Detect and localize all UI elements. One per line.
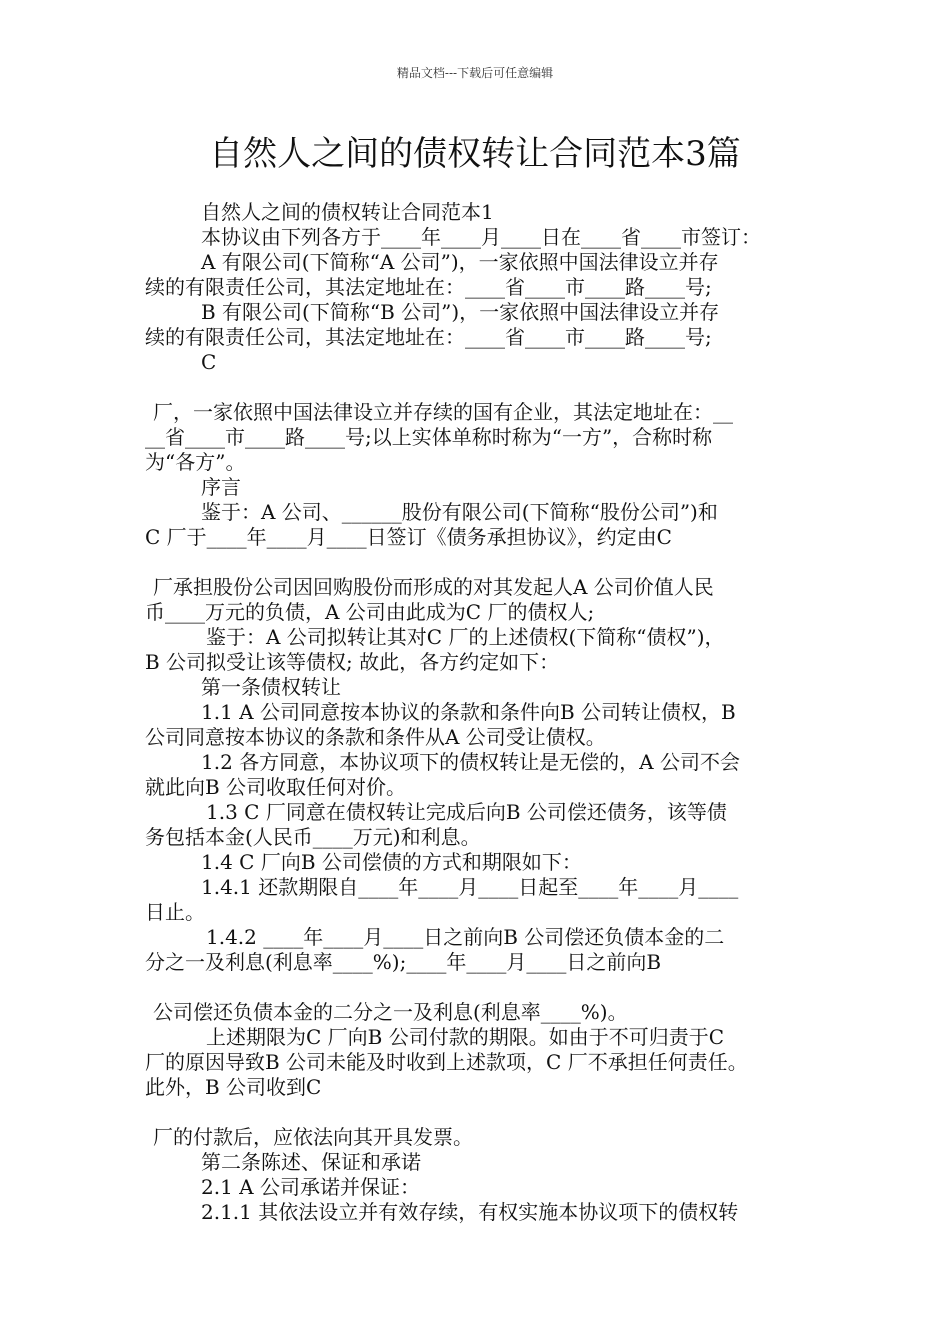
paragraph-line: 1.2 各方同意，本协议项下的债权转让是无偿的，A 公司不会 (201, 750, 740, 774)
paragraph-line: 务包括本金(人民币____万元)和利息。 (145, 825, 481, 849)
paragraph-line: 1.1 A 公司同意按本协议的条款和条件向B 公司转让债权，B (201, 700, 736, 724)
paragraph-line: 1.4.2 ____年____月____日之前向B 公司偿还负债本金的二 (206, 925, 725, 949)
paragraph-line: 自然人之间的债权转让合同范本1 (201, 200, 494, 224)
paragraph-line: __省____市____路____号;以上实体单称时称为“一方”，合称时称 (145, 425, 713, 449)
paragraph-line: 1.4.1 还款期限自____年____月____日起至____年____月____ (201, 875, 739, 899)
paragraph-line: C (201, 350, 217, 374)
section-heading: 第二条陈述、保证和承诺 (201, 1150, 421, 1174)
paragraph-line: 就此向B 公司收取任何对价。 (145, 775, 407, 799)
paragraph-line: 1.3 C 厂同意在债权转让完成后向B 公司偿还债务，该等债 (206, 800, 727, 824)
paragraph-line: 续的有限责任公司，其法定地址在：____省____市____路____号; (145, 325, 712, 349)
paragraph-line: 为“各方”。 (145, 450, 246, 474)
paragraph-line: 厂承担股份公司因回购股份而形成的对其发起人A 公司价值人民 (153, 575, 714, 599)
paragraph-line: B 有限公司(下简称“B 公司”)，一家依照中国法律设立并存 (201, 300, 720, 324)
paragraph-line: 厂的原因导致B 公司未能及时收到上述款项，C 厂不承担任何责任。 (145, 1050, 748, 1074)
paragraph-line: B 公司拟受让该等债权; 故此，各方约定如下： (145, 650, 560, 674)
paragraph-line: 此外，B 公司收到C (145, 1075, 322, 1099)
paragraph-line: 币____万元的负债，A 公司由此成为C 厂的债权人; (145, 600, 595, 624)
paragraph-line: 鉴于：A 公司拟转让其对C 厂的上述债权(下简称“债权”)， (206, 625, 725, 649)
paragraph-line: 上述期限为C 厂向B 公司付款的期限。如由于不可归责于C (206, 1025, 725, 1049)
paragraph-line: 2.1 A 公司承诺并保证： (201, 1175, 420, 1199)
page-header: 精品文档---下载后可任意编辑 (396, 66, 554, 80)
paragraph-line: 2.1.1 其依法设立并有效存续，有权实施本协议项下的债权转 (201, 1200, 739, 1224)
paragraph-line: 本协议由下列各方于____年____月____日在____省____市签订： (201, 225, 761, 249)
paragraph-line: A 有限公司(下简称“A 公司”)，一家依照中国法律设立并存 (201, 250, 719, 274)
paragraph-line: 厂的付款后，应依法向其开具发票。 (153, 1125, 473, 1149)
paragraph-line: 1.4 C 厂向B 公司偿债的方式和期限如下： (201, 850, 582, 874)
paragraph-line: C 厂于____年____月____日签订《债务承担协议》，约定由C (145, 525, 672, 549)
paragraph-line: 厂，一家依照中国法律设立并存续的国有企业，其法定地址在：__ (153, 400, 733, 424)
section-heading: 序言 (201, 475, 241, 499)
paragraph-line: 公司同意按本协议的条款和条件从A 公司受让债权。 (145, 725, 606, 749)
section-heading: 第一条债权转让 (201, 675, 341, 699)
document-title: 自然人之间的债权转让合同范本3篇 (209, 134, 741, 174)
paragraph-line: 续的有限责任公司，其法定地址在：____省____市____路____号; (145, 275, 712, 299)
paragraph-line: 鉴于：A 公司、______股份有限公司(下简称“股份公司”)和 (201, 500, 718, 524)
paragraph-line: 日止。 (145, 900, 205, 924)
paragraph-line: 分之一及利息(利息率____%);____年____月____日之前向B (145, 950, 662, 974)
paragraph-line: 公司偿还负债本金的二分之一及利息(利息率____%)。 (153, 1000, 628, 1024)
